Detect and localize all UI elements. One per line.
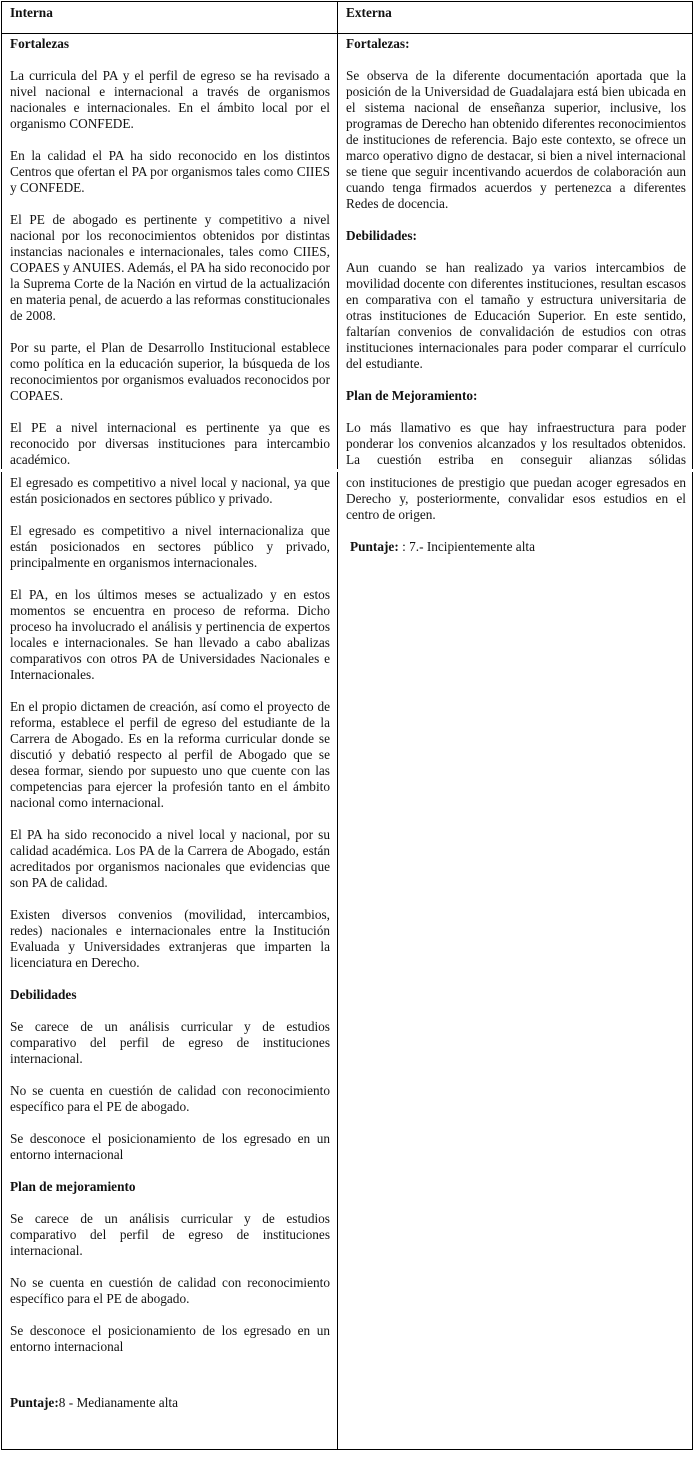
interna-plan-title: Plan de mejoramiento [10,1179,136,1194]
column-divider-bottom [337,472,338,1450]
left-border-bottom [1,472,2,1450]
interna-cell-part2 [10,475,330,1411]
interna-plan-item: Se desconoce el posicionamiento de los egresado en un entorno internacional [10,1323,330,1354]
interna-fortaleza-item: El PE de abogado es pertinente y competitivo a nivel nacional por los reconocimientos obtenidos por distintas instancias nacionales e internacionales, tales como CIIES, COPAES y ANUIES. Además, el PA ha sido reconocido por la Suprema Corte de la Nación en virtud de la actualización en materia penal, de acuerdo a las reformas constitucionales de 2008. [10,212,330,323]
right-border-bottom [692,472,693,1450]
interna-fortaleza-item: El PA, en los últimos meses se actualizado y en estos momentos se encuentra en proceso de reforma. Dicho proceso ha involucrado el análisis y pertinencia de expertos locales e internacionales. Se han llevado a cabo abalizas comparativos con otros PA de Universidades Nacionales e Internacionales. [10,587,330,682]
externa-debilidad-item: Aun cuando se han realizado ya varios intercambios de movilidad docente con diferentes instituciones, resultan escasos en comparativa con el tamaño y estructura universitaria de otras instituciones de Educación Superior. En este sentido, faltarían convenios de convalidación de estudios con otras instituciones internacionales para poder comparar el currículo del estudiante. [346,260,686,371]
interna-fortaleza-item: La curricula del PA y el perfil de egreso se ha revisado a nivel nacional e internacional a través de organismos nacionales e internacionales. En el ámbito local por el organismo CONFEDE. [10,68,330,131]
externa-fortalezas-title: Fortalezas: [346,36,410,51]
header-interna: Interna [10,5,53,20]
interna-fortaleza-item: El egresado es competitivo a nivel internacionaliza que están posicionados en sectores público y privado, principalmente en organismos internacionales. [10,523,330,570]
interna-cell-part1 [10,36,330,468]
table-top-border [1,1,693,2]
interna-debilidad-item: No se cuenta en cuestión de calidad con reconocimiento específico para el PE de abogado. [10,1083,330,1114]
evaluation-table [1,1,693,1449]
interna-fortaleza-item: En la calidad el PA ha sido reconocido en los distintos Centros que ofertan el PA por organismos tales como CIIES y CONFEDE. [10,148,330,195]
externa-plan-text-part1: Lo más llamativo es que hay infraestructura para poder ponderar los convenios alcanzados y los resultados obtenidos. La cuestión estriba en conseguir alianzas sólidas [346,420,686,467]
interna-fortaleza-item: El PE a nivel internacional es pertinente ya que es reconocido por diversas instituciones para intercambio académico. [10,420,330,467]
interna-fortaleza-item: El egresado es competitivo a nivel local y nacional, ya que están posicionados en sectores público y privado. [10,475,330,506]
interna-plan-item: No se cuenta en cuestión de calidad con reconocimiento específico para el PE de abogado. [10,1275,330,1306]
externa-puntaje [346,539,686,555]
externa-puntaje-value: : 7.- Incipientemente alta [398,539,535,554]
interna-puntaje-value: 8 - Medianamente alta [58,1395,178,1410]
table-bottom-border [1,1449,693,1450]
interna-fortalezas-title: Fortalezas [10,36,70,51]
header-bottom-border [1,33,693,34]
interna-fortaleza-item: El PA ha sido reconocido a nivel local y nacional, por su calidad académica. Los PA de la Carrera de Abogado, están acreditados por organismos nacionales que evidencias que son PA de calidad. [10,827,330,890]
externa-puntaje-label: Puntaje: [350,539,399,554]
header-externa: Externa [346,5,392,20]
interna-fortaleza-item: Por su parte, el Plan de Desarrollo Institucional establece como política en la educación superior, la búsqueda de los reconocimientos por organismos evaluados reconocidos por COPAES. [10,340,330,403]
right-border-top [692,1,693,469]
interna-puntaje-label: Puntaje: [10,1395,59,1410]
externa-plan-text-part2: con instituciones de prestigio que puedan acoger egresados en Derecho y, posteriormente, convalidar esos estudios en el centro de origen. [346,475,686,522]
interna-debilidad-item: Se carece de un análisis curricular y de estudios comparativo del perfil de egreso de instituciones internacional. [10,1019,330,1066]
interna-plan-item: Se carece de un análisis curricular y de estudios comparativo del perfil de egreso de instituciones internacional. [10,1211,330,1258]
interna-puntaje [10,1395,330,1411]
externa-debilidades-title: Debilidades: [346,228,417,243]
externa-fortaleza-item: Se observa de la diferente documentación aportada que la posición de la Universidad de Guadalajara está bien ubicada en el sistema nacional de enseñanza superior, inclusive, los programas de Derecho han obtenido diferentes reconocimientos de instituciones de referencia. Bajo este contexto, se ofrece un marco operativo digno de destacar, si bien a nivel internacional se tiene que seguir incentivando acuerdos de colaboración aun cuando tenga firmados acuerdos y pertenezca a diferentes Redes de docencia. [346,68,686,211]
left-border-top [1,1,2,469]
page-break-gap [1,470,693,471]
interna-debilidad-item: Se desconoce el posicionamiento de los egresado en un entorno internacional [10,1131,330,1162]
externa-plan-title: Plan de Mejoramiento: [346,388,478,403]
interna-fortaleza-item: En el propio dictamen de creación, así como el proyecto de reforma, establece el perfil de egreso del estudiante de la Carrera de Abogado. Es en la reforma curricular donde se discutió y debatió respecto al perfil de Abogado que se desea formar, siendo por supuesto uno que cuente con las competencias para ejercer la profesión tanto en el ámbito nacional como internacional. [10,699,330,810]
externa-cell-part1 [346,36,686,468]
column-divider-top [337,1,338,469]
interna-debilidades-title: Debilidades [10,987,77,1002]
externa-cell-part2 [346,475,686,555]
interna-fortaleza-item: Existen diversos convenios (movilidad, intercambios, redes) nacionales e internacionales entre la Institución Evaluada y Universidades extranjeras que imparten la licenciatura en Derecho. [10,907,330,970]
